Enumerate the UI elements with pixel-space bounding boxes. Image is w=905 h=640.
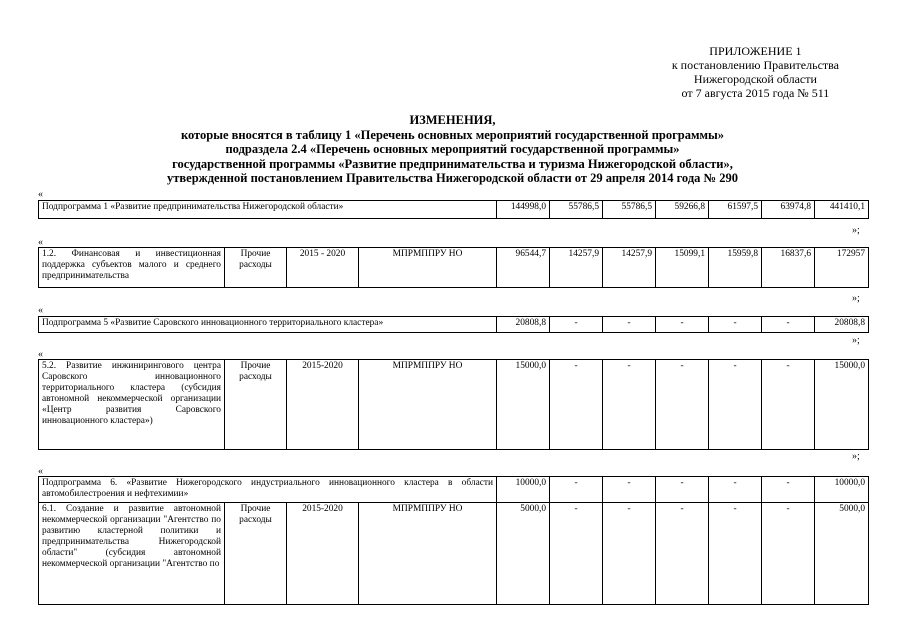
table-row: [39, 503, 869, 605]
title-line-4: утвержденной постановлением Правительства Нижегородской области от 29 апреля 2014 года № 290: [167, 171, 738, 185]
table-subprogram-5: [38, 316, 869, 333]
value-cell: -: [762, 317, 815, 333]
value-cell: 14257,9: [550, 248, 603, 288]
value-cell: 15000,0: [497, 360, 550, 450]
expense-category: Прочие расходы: [225, 248, 287, 288]
value-cell: 15099,1: [656, 248, 709, 288]
value-cell: 15959,8: [709, 248, 762, 288]
value-cell: 20808,8: [497, 317, 550, 333]
close-quote: »;: [852, 293, 860, 304]
value-cell: -: [603, 360, 656, 450]
value-cell: -: [762, 360, 815, 450]
open-quote: «: [38, 189, 43, 200]
value-cell: 15000,0: [815, 360, 869, 450]
appendix-line-4: от 7 августа 2015 года № 511: [681, 86, 830, 100]
value-cell: -: [603, 317, 656, 333]
title-line-3: государственной программы «Развитие предпринимательства и туризма Нижегородской области»,: [172, 156, 733, 171]
value-cell: -: [550, 477, 603, 503]
executor: МПРМППРУ НО: [359, 360, 497, 450]
value-cell: -: [762, 503, 815, 605]
value-cell: 55786,5: [550, 201, 603, 219]
value-cell: 63974,8: [762, 201, 815, 219]
value-cell: 5000,0: [815, 503, 869, 605]
table-item-5-2: [38, 359, 869, 450]
table-row: [39, 248, 869, 288]
table-row: [39, 477, 869, 503]
value-cell: 96544,7: [497, 248, 550, 288]
executor: МПРМППРУ НО: [359, 503, 497, 605]
title-heading: ИЗМЕНЕНИЯ,: [409, 113, 496, 127]
value-cell: 172957: [815, 248, 869, 288]
value-cell: 5000,0: [497, 503, 550, 605]
value-cell: 14257,9: [603, 248, 656, 288]
value-cell: -: [656, 503, 709, 605]
table-row: [39, 360, 869, 450]
value-cell: 61597,5: [709, 201, 762, 219]
open-quote: «: [38, 466, 43, 477]
value-cell: 59266,8: [656, 201, 709, 219]
appendix-line-3: Нижегородской области: [693, 72, 817, 86]
table-item-1-2: [38, 247, 869, 288]
value-cell: 10000,0: [815, 477, 869, 503]
value-cell: 20808,8: [815, 317, 869, 333]
value-cell: 16837,6: [762, 248, 815, 288]
period: 2015 - 2020: [287, 248, 359, 288]
value-cell: -: [603, 477, 656, 503]
table-subprogram-1: [38, 200, 869, 219]
open-quote: «: [38, 237, 43, 248]
measure-description: 5.2. Развитие инжинирингового центра Саровского инновационного территориального кластера (субсидия автономной некоммерческой организации «Центр развития Саровского инновационного кластера»): [39, 360, 225, 450]
measure-description: 6.1. Создание и развитие автономной некоммерческой организации "Агентство по развитию кластерной политики и предпринимательства Нижегородской области" (субсидия автономной некоммерческой организации "Агентство по: [39, 503, 225, 605]
value-cell: -: [709, 503, 762, 605]
value-cell: -: [603, 503, 656, 605]
open-quote: «: [38, 349, 43, 360]
executor: МПРМППРУ НО: [359, 248, 497, 288]
subprogram-name: Подпрограмма 6. «Развитие Нижегородского индустриального инновационного кластера в области автомобилестроения и нефтехимии»: [39, 477, 497, 503]
close-quote: »;: [852, 225, 860, 236]
period: 2015-2020: [287, 360, 359, 450]
period: 2015-2020: [287, 503, 359, 605]
value-cell: 55786,5: [603, 201, 656, 219]
value-cell: -: [709, 317, 762, 333]
document-title: [0, 113, 905, 186]
value-cell: -: [550, 503, 603, 605]
value-cell: -: [709, 360, 762, 450]
table-row: [39, 201, 869, 219]
value-cell: 441410,1: [815, 201, 869, 219]
appendix-header: [672, 44, 839, 100]
subprogram-name: Подпрограмма 1 «Развитие предпринимательства Нижегородской области»: [39, 201, 497, 219]
close-quote: »;: [852, 335, 860, 346]
appendix-label: ПРИЛОЖЕНИЕ 1: [709, 44, 802, 58]
subprogram-name: Подпрограмма 5 «Развитие Саровского инновационного территориального кластера»: [39, 317, 497, 333]
expense-category: Прочие расходы: [225, 360, 287, 450]
measure-description: 1.2. Финансовая и инвестиционная поддержка субъектов малого и среднего предпринимательства: [39, 248, 225, 288]
title-line-1: которые вносятся в таблицу 1 «Перечень основных мероприятий государственной программы»: [180, 127, 725, 142]
value-cell: -: [656, 360, 709, 450]
value-cell: -: [550, 317, 603, 333]
value-cell: 144998,0: [497, 201, 550, 219]
value-cell: -: [656, 317, 709, 333]
expense-category: Прочие расходы: [225, 503, 287, 605]
title-line-2: подраздела 2.4 «Перечень основных мероприятий государственной программы»: [225, 142, 680, 156]
value-cell: -: [550, 360, 603, 450]
value-cell: 10000,0: [497, 477, 550, 503]
appendix-line-2: к постановлению Правительства: [671, 58, 839, 72]
value-cell: -: [709, 477, 762, 503]
table-subprogram-6: [38, 476, 869, 605]
value-cell: -: [656, 477, 709, 503]
table-row: [39, 317, 869, 333]
value-cell: -: [762, 477, 815, 503]
open-quote: «: [38, 305, 43, 316]
close-quote: »;: [852, 451, 860, 462]
